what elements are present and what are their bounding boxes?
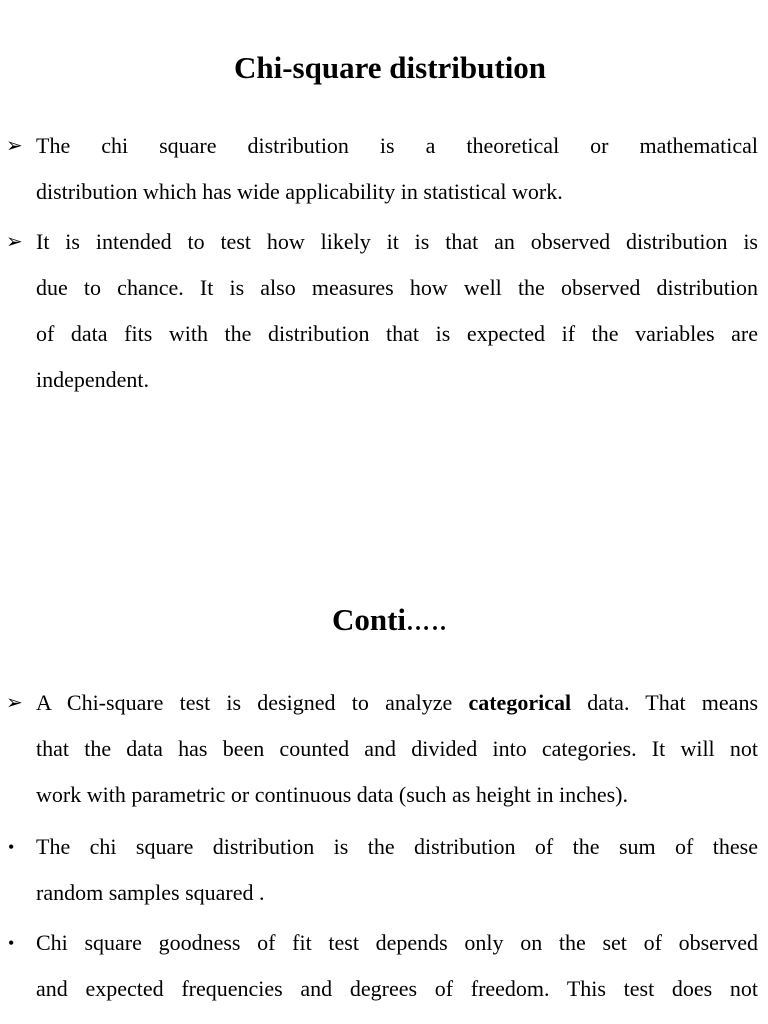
text-line: Chi square goodness of fit test depends only on the set of observed xyxy=(36,930,758,955)
text-segment: A Chi-square test is designed to analyze xyxy=(36,690,469,715)
text-line: random samples squared . xyxy=(36,880,265,905)
text-line: due to chance. It is also measures how well the observed distribution xyxy=(36,275,758,300)
text-line: The chi square distribution is the distribution of the sum of these xyxy=(36,834,758,859)
page-title: Chi-square distribution xyxy=(233,50,547,85)
text-line: It is intended to test how likely it is that an observed distribution is xyxy=(36,229,758,254)
text-segment: data. That means xyxy=(571,690,759,715)
text-line xyxy=(36,680,758,726)
section-heading-conti xyxy=(0,602,768,638)
text-line: of data fits with the distribution that is expected if the variables are xyxy=(36,321,758,346)
arrow-bullet-icon: ➢ xyxy=(6,135,23,157)
bullet-paragraph xyxy=(6,123,758,215)
bullet-paragraph xyxy=(6,680,759,818)
text-line: The chi square distribution is a theoretical or mathematical xyxy=(36,133,758,158)
bullet-paragraph xyxy=(8,824,758,916)
text-line: that the data has been counted and divided into categories. It will not xyxy=(36,736,758,761)
arrow-bullet-icon: ➢ xyxy=(6,692,23,714)
section-heading-dots: ….. xyxy=(406,610,449,636)
bullet-dot-icon: • xyxy=(8,933,15,953)
text-line: and expected frequencies and degrees of freedom. This test does not xyxy=(36,976,758,1001)
bullet-dot-icon: • xyxy=(8,837,15,857)
text-line: distribution which has wide applicability in statistical work. xyxy=(36,179,563,204)
text-line: work with parametric or continuous data (such as height in inches). xyxy=(36,782,629,807)
text-line: independent. xyxy=(36,367,150,392)
bullet-paragraph xyxy=(8,920,758,1012)
section-heading-text: Conti xyxy=(331,602,407,637)
bold-term: categorical xyxy=(468,690,572,715)
arrow-bullet-icon: ➢ xyxy=(6,231,23,253)
bullet-paragraph xyxy=(6,219,758,403)
